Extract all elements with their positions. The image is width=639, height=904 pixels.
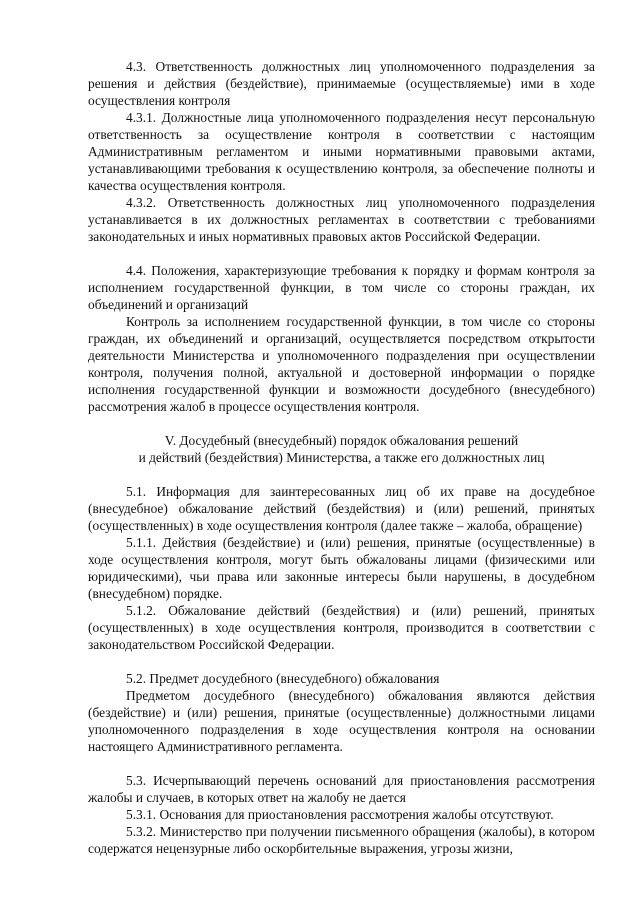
spacer (88, 755, 595, 772)
paragraph-5-1-1: 5.1.1. Действия (бездействие) и (или) решения, принятые (осуществленные) в ходе осуществления контроля, могут быть обжалованы лицами (физическими или юридическими), чьи права или законные интересы были нарушены, в досудебном (внесудебном) порядке. (88, 535, 595, 601)
paragraph-4-3: 4.3. Ответственность должностных лиц уполномоченного подразделения за решения и действия (бездействие), принимаемые (осуществляемые) ими в ходе осуществления контроля (88, 59, 595, 108)
paragraph-4-4: 4.4. Положения, характеризующие требования к порядку и формам контроля за исполнением государственной функции, в том числе со стороны граждан, их объединений и организаций (88, 263, 595, 312)
section-heading-line-2: и действий (бездействия) Министерства, а также его должностных лиц (138, 450, 545, 465)
spacer (88, 415, 595, 432)
spacer (88, 245, 595, 262)
paragraph-4-3-2: 4.3.2. Ответственность должностных лиц уполномоченного подразделения устанавливается в их должностных регламентах в соответствии с требованиями законодательных и иных нормативных правовых актов Российской Федерации. (88, 195, 595, 244)
spacer (88, 466, 595, 483)
paragraph-4-3-1: 4.3.1. Должностные лица уполномоченного подразделения несут персональную ответственность за осуществление контроля в соответствии с настоящим Административным регламентом и иными нормативными правовыми актами, устанавливающими требования к осуществлению контроля, за обеспечение полноты и качества осуществления контроля. (88, 110, 595, 193)
paragraph-5-1-2: 5.1.2. Обжалование действий (бездействия) и (или) решений, принятых (осуществленных) в ходе осуществления контроля, производится в соответствии с законодательством Российской Федерации. (88, 603, 595, 652)
paragraph-5-3-2: 5.3.2. Министерство при получении письменного обращения (жалобы), в котором содержатся нецензурные либо оскорбительные выражения, угрозы жизни, (88, 824, 595, 856)
paragraph-5-3-1: 5.3.1. Основания для приостановления рассмотрения жалобы отсутствуют. (126, 807, 554, 822)
paragraph-5-2: 5.2. Предмет досудебного (внесудебного) обжалования (126, 671, 440, 686)
paragraph-5-1: 5.1. Информация для заинтересованных лиц об их праве на досудебное (внесудебное) обжалование действий (бездействия) и (или) решений, принятых (осуществленных) в ходе осуществления контроля (далее также – жалоба, обращение) (88, 484, 595, 533)
spacer (88, 653, 595, 670)
paragraph-control: Контроль за исполнением государственной функции, в том числе со стороны граждан, их объединений и организаций, осуществляется посредством открытости деятельности Министерства и уполномоченного подразделения при осуществлении контроля, получения полной, актуальной и достоверной информации о порядке исполнения государственной функции и возможности досудебного (внесудебного) рассмотрения жалоб в процессе осуществления контроля. (88, 314, 595, 414)
paragraph-subject: Предметом досудебного (внесудебного) обжалования являются действия (бездействие) и (или) решения, принятые (осуществленные) должностными лицами уполномоченного подразделения в ходе осуществления контроля на основании настоящего Административного регламента. (88, 688, 595, 754)
section-heading-line-1: V. Досудебный (внесудебный) порядок обжалования решений (164, 433, 519, 448)
paragraph-5-3: 5.3. Исчерпывающий перечень оснований для приостановления рассмотрения жалобы и случаев, в которых ответ на жалобу не дается (88, 773, 595, 805)
document-page (88, 58, 595, 857)
